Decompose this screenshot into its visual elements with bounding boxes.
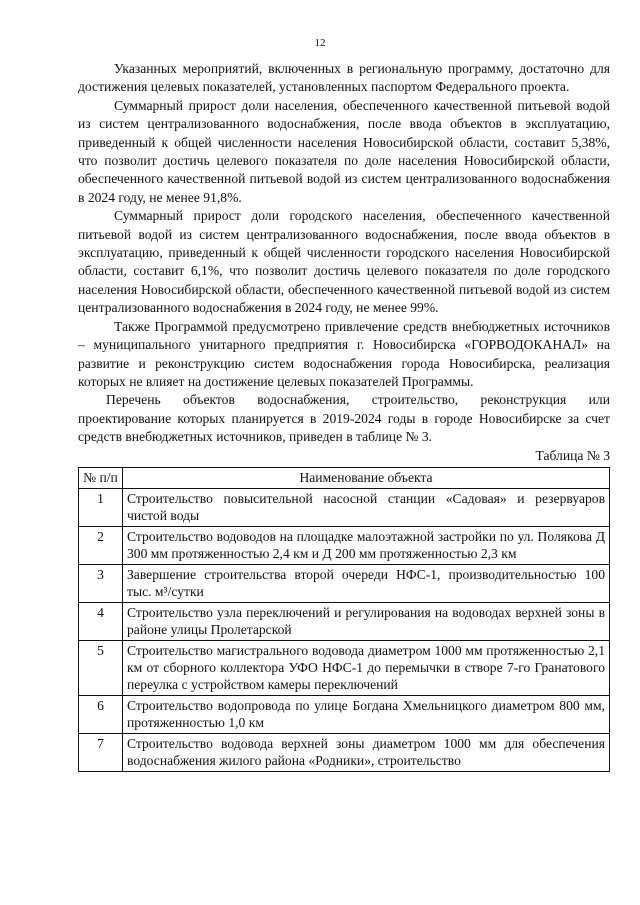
table-row <box>79 602 610 640</box>
table-row <box>79 564 610 602</box>
table-header-row <box>79 467 610 488</box>
document-body <box>78 60 610 772</box>
row-object-name: Строительство повысительной насосной станции «Садовая» и резервуаров чистой воды <box>123 488 610 526</box>
paragraph-4: Также Программой предусмотрено привлечение средств внебюджетных источников – муниципального унитарного предприятия г. Новосибирска «ГОРВОДОКАНАЛ» на развитие и реконструкцию систем водоснабжения города Новосибирска, реализация которых не влияет на достижение целевых показателей Программы. <box>78 318 610 389</box>
row-object-name: Строительство водоводов на площадке малоэтажной застройки по ул. Полякова Д 300 мм протяженностью 2,4 км и Д 200 мм протяженностью 2,3 км <box>123 526 610 564</box>
table-row <box>79 640 610 695</box>
paragraph-1: Указанных мероприятий, включенных в региональную программу, достаточно для достижения целевых показателей, установленных паспортом Федерального проекта. <box>78 61 610 95</box>
row-object-name: Строительство водопровода по улице Богдана Хмельницкого диаметром 800 мм, протяженностью 1,0 км <box>123 695 610 733</box>
paragraph-5: Перечень объектов водоснабжения, строительство, реконструкция или проектирование которых планируется в 2019-2024 годы в городе Новосибирске за счет средств внебюджетных источников, приведен в таблице № 3. <box>78 392 610 445</box>
paragraph-3: Суммарный прирост доли городского населения, обеспеченного качественной питьевой водой из систем централизованного водоснабжения, после ввода объектов в эксплуатацию, приведенный к общей численности городского населения Новосибирской области, составит 6,1%, что позволит достичь целевого показателя по доле городского населения Новосибирской области, обеспеченного качественной питьевой водой из систем централизованного водоснабжения в 2024 году, не менее 99%. <box>78 208 610 316</box>
header-object-name: Наименование объекта <box>123 467 610 488</box>
row-object-name: Строительство водовода верхней зоны диаметром 1000 мм для обеспечения водоснабжения жилого района «Родники», строительство <box>123 733 610 771</box>
row-number: 2 <box>79 526 123 564</box>
paragraph-2: Суммарный прирост доли населения, обеспеченного качественной питьевой водой из систем централизованного водоснабжения, после ввода объектов в эксплуатацию, приведенный к общей численности населения Новосибирской области, составит 5,38%, что позволит достичь целевого показателя по доле населения Новосибирской области, обеспеченного качественной питьевой водой из систем централизованного водоснабжения в 2024 году, не менее 91,8%. <box>78 97 610 205</box>
row-object-name: Строительство узла переключений и регулирования на водоводах верхней зоны в районе улицы Пролетарской <box>123 602 610 640</box>
row-object-name: Завершение строительства второй очереди НФС-1, производительностью 100 тыс. м³/сутки <box>123 564 610 602</box>
row-number: 1 <box>79 488 123 526</box>
row-number: 3 <box>79 564 123 602</box>
row-number: 6 <box>79 695 123 733</box>
page-number: 12 <box>314 37 326 49</box>
row-object-name: Строительство магистрального водовода диаметром 1000 мм протяженностью 2,1 км от сборного коллектора УФО НФС-1 до перемычки в створе 7-го Гранатового переулка с устройством камеры переключений <box>123 640 610 695</box>
table-row <box>79 695 610 733</box>
objects-table <box>78 467 610 772</box>
table-row <box>79 488 610 526</box>
table-row <box>79 733 610 771</box>
row-number: 5 <box>79 640 123 695</box>
table-row <box>79 526 610 564</box>
row-number: 7 <box>79 733 123 771</box>
header-number: № п/п <box>79 467 123 488</box>
table-caption: Таблица № 3 <box>535 447 610 463</box>
row-number: 4 <box>79 602 123 640</box>
